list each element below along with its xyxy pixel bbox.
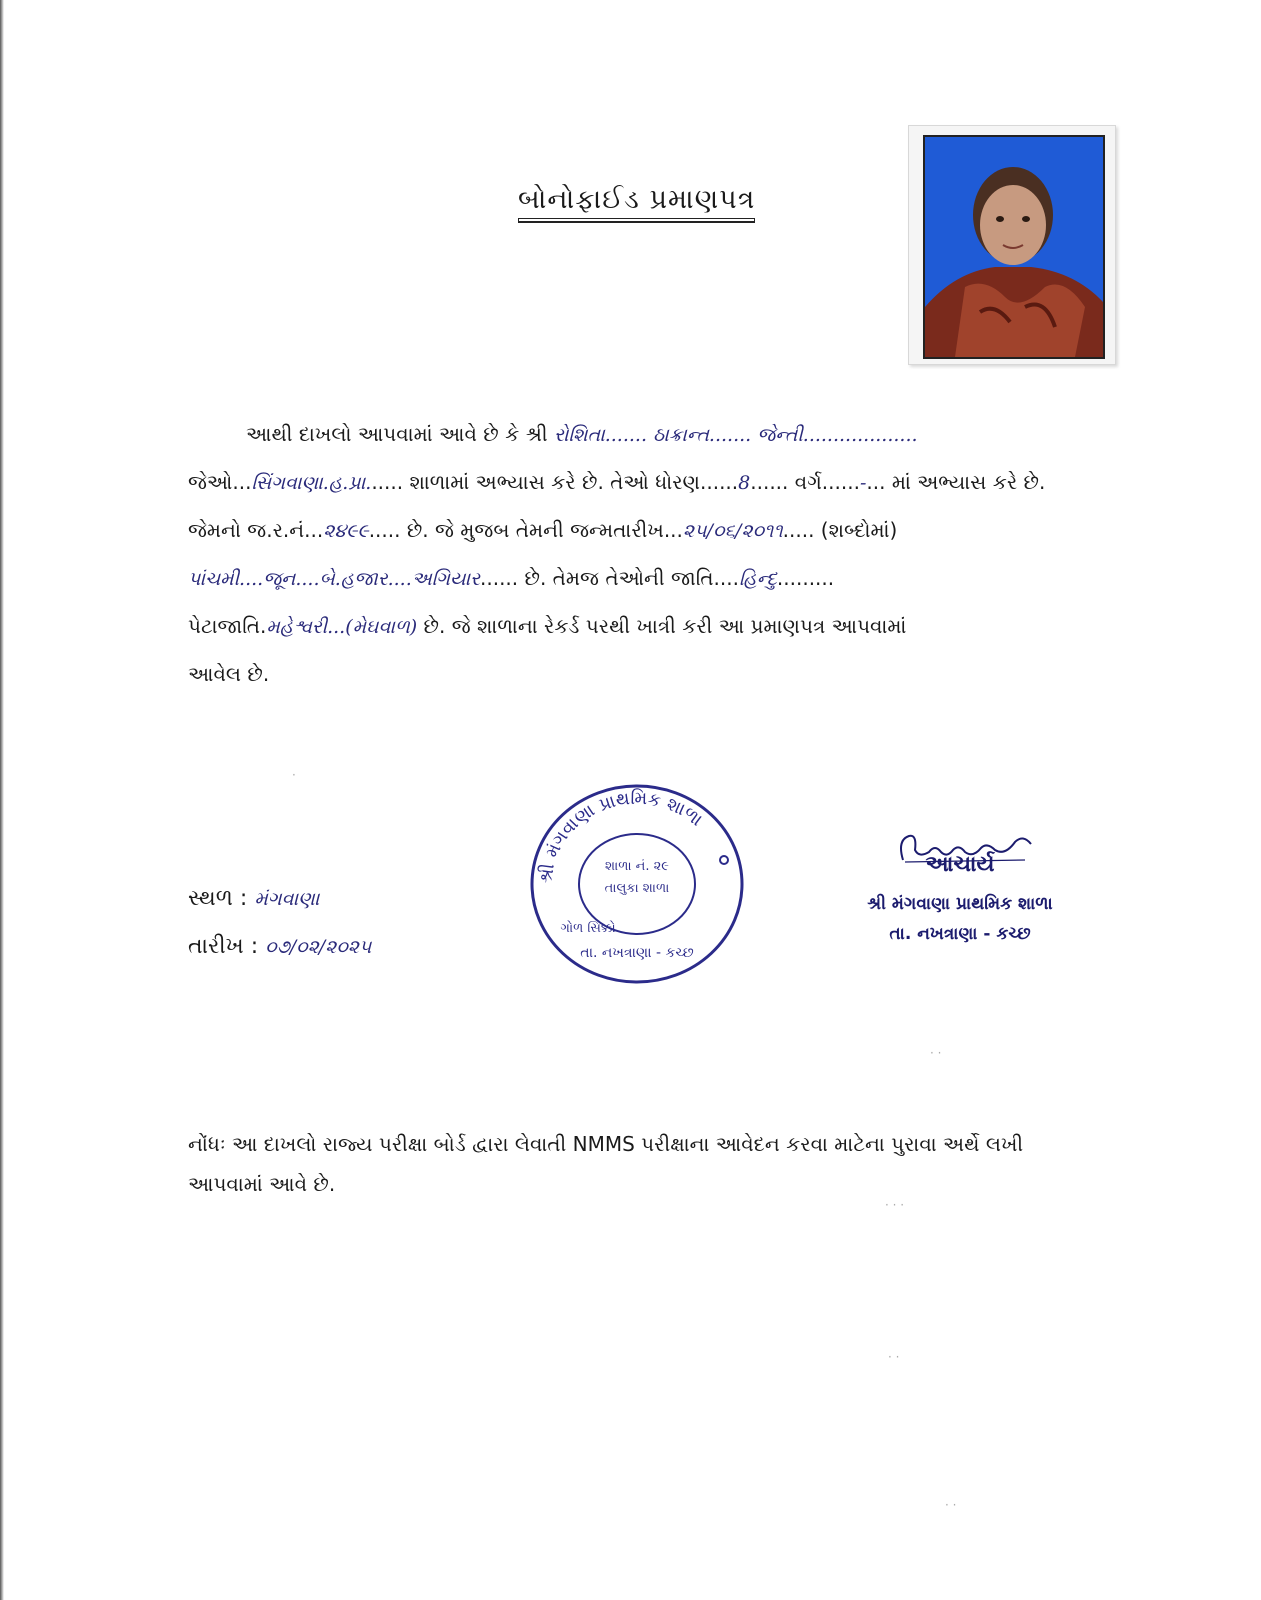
seal-inner-line-3: ગોળ સિક્કો bbox=[560, 921, 616, 936]
school-seal bbox=[528, 782, 746, 986]
seal-outer-text: શ્રી મંગવાણા પ્રાથમિક શાળા bbox=[535, 787, 707, 885]
scan-speck: · · · bbox=[885, 1198, 905, 1212]
body-line-5 bbox=[188, 602, 1138, 650]
line3-text-1: જેમનો જ.ર.નં... bbox=[188, 518, 324, 542]
body-line-1 bbox=[188, 410, 1138, 458]
place-label: સ્થળ : bbox=[188, 886, 248, 911]
scan-speck: · · bbox=[930, 1046, 942, 1060]
place-row bbox=[188, 875, 371, 923]
date-value: ૦૭/૦૨/૨૦૨૫ bbox=[265, 936, 372, 958]
sub-caste-fill: મહેશ્વરી...(મેઘવાળ) bbox=[266, 616, 418, 638]
principal-signature-block bbox=[840, 830, 1080, 960]
principal-taluka: તા. નખત્રાણા - કચ્છ bbox=[889, 924, 1031, 944]
date-label: તારીખ : bbox=[188, 934, 259, 959]
standard-fill: 8 bbox=[738, 472, 751, 494]
note-line-2: આપવામાં આવે છે. bbox=[188, 1172, 336, 1196]
seal-bottom-text: તા. નખત્રાણા - કચ્છ bbox=[580, 945, 694, 961]
body-line-3 bbox=[188, 506, 1138, 554]
student-photo-frame bbox=[908, 125, 1116, 365]
student-name-fill: રોશિતા....... ઠાક્રાન્ત....... જેન્તી................... bbox=[553, 424, 918, 446]
place-value: મંગવાણા bbox=[254, 888, 320, 910]
date-row bbox=[188, 923, 371, 971]
line3-text-3: ..... (શબ્દોમાં) bbox=[782, 518, 898, 542]
school-name-fill: સિંગવાણા.હ.પ્રા. bbox=[251, 472, 372, 494]
line3-text-2: ..... છે. જે મુજબ તેમની જન્મતારીખ... bbox=[368, 518, 683, 542]
line2-text-1: જેઓ... bbox=[188, 470, 252, 494]
intro-text: આથી દાખલો આપવામાં આવે છે કે શ્રી bbox=[246, 422, 548, 446]
line2-text-3: ...... વર્ગ...... bbox=[750, 470, 860, 494]
line5-text-2: છે. જે શાળાના રેકર્ડ પરથી ખાત્રી કરી આ પ્રમાણપત્ર આપવામાં bbox=[417, 614, 907, 638]
principal-title: આચાર્ય bbox=[925, 852, 995, 877]
principal-school: શ્રી મંગવાણા પ્રાથમિક શાળા bbox=[867, 894, 1053, 914]
body-line-2 bbox=[188, 458, 1138, 506]
body-line-4 bbox=[188, 554, 1138, 602]
note-block bbox=[188, 1124, 1088, 1204]
student-photo bbox=[923, 135, 1105, 359]
line4-text-2: ......... bbox=[776, 566, 835, 590]
line2-text-4: ... માં અભ્યાસ કરે છે. bbox=[866, 470, 1046, 494]
scan-speck: · · bbox=[888, 1350, 900, 1364]
certificate-body bbox=[188, 410, 1138, 698]
body-line-6: આવેલ છે. bbox=[188, 662, 270, 686]
birth-date-fill: ૨૫/૦૬/૨૦૧૧ bbox=[682, 520, 783, 542]
caste-fill: હિન્દુ bbox=[738, 568, 777, 590]
certificate-title: બોનોફાઈડ પ્રમાણપત્ર bbox=[518, 184, 755, 219]
birth-date-words-fill: પાંચમી....જૂન....બે.હજાર....અગિયાર bbox=[188, 568, 480, 590]
scan-speck: · bbox=[292, 768, 296, 782]
note-line-1: નોંધઃ આ દાખલો રાજ્ય પરીક્ષા બોર્ડ દ્વારા લેવાતી NMMS પરીક્ષાના આવેદન કરવા માટેના પુરાવા અર્થે લખી bbox=[188, 1132, 1024, 1156]
register-number-fill: ૨૪૯૯ bbox=[323, 520, 369, 542]
scan-edge bbox=[0, 0, 4, 1600]
seal-inner-line-1: શાળા નં. ૨૯ bbox=[605, 859, 669, 874]
line2-text-2: ..... શાળામાં અભ્યાસ કરે છે. તેઓ ધોરણ...... bbox=[371, 470, 739, 494]
scan-speck: · · bbox=[945, 1498, 957, 1512]
place-date-block bbox=[188, 875, 371, 971]
seal-inner-line-2: તાલુકા શાળા bbox=[604, 881, 670, 896]
class-fill: - bbox=[859, 472, 867, 494]
line5-text-1: પેટાજાતિ. bbox=[188, 614, 267, 638]
line4-text-1: ...... છે. તેમજ તેઓની જાતિ.... bbox=[480, 566, 739, 590]
